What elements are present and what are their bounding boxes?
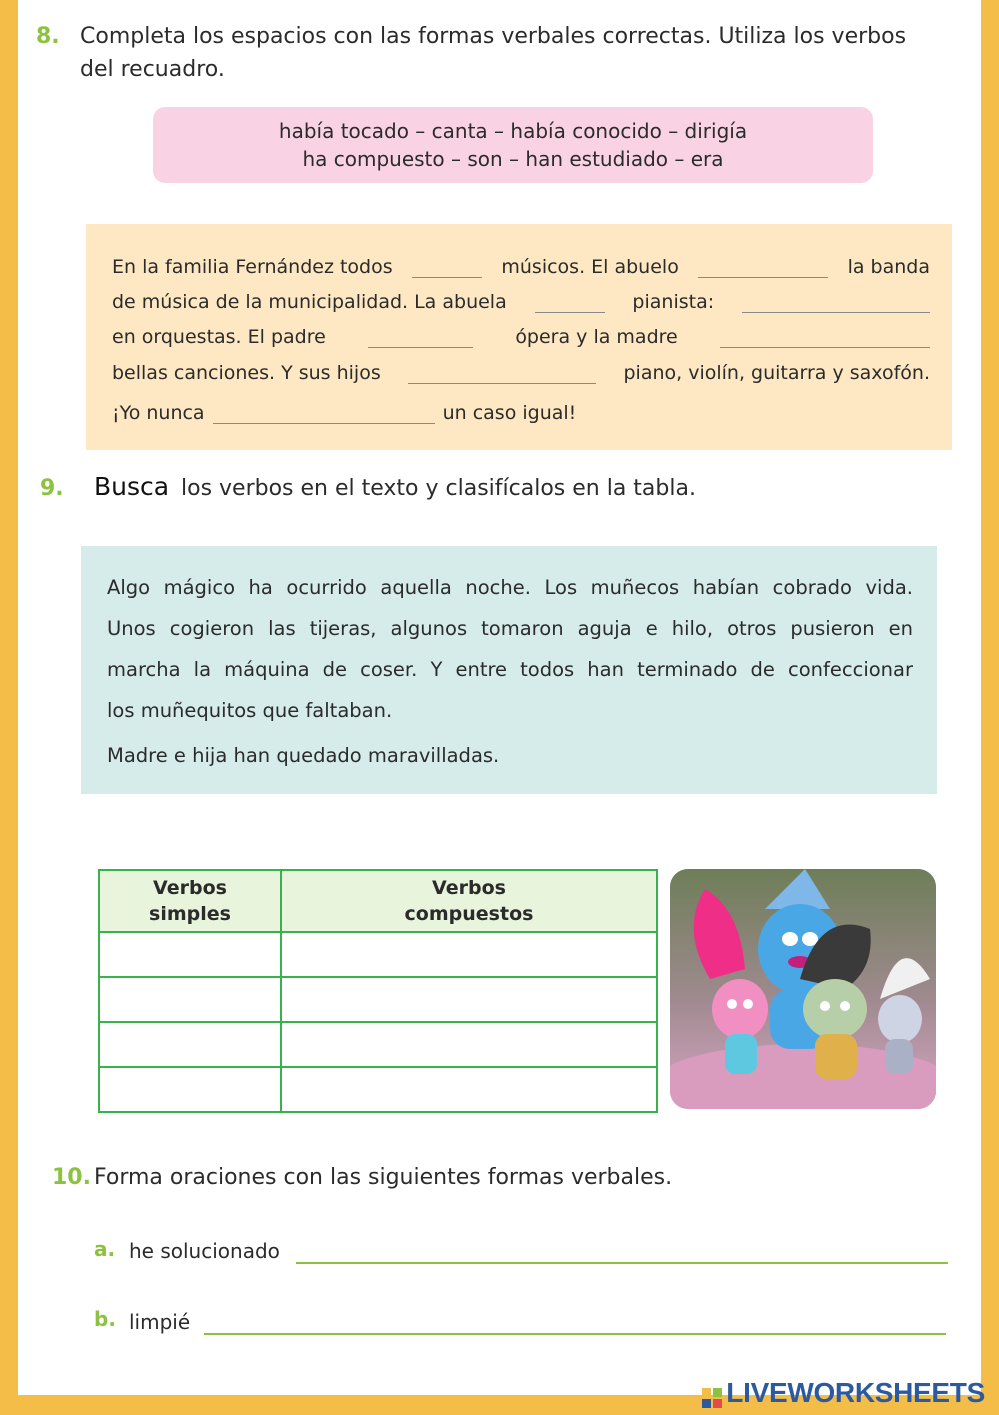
table-cell-simple[interactable] [99,1022,281,1067]
cloze-text: un caso igual! [442,402,577,424]
cloze-line-3 [112,326,930,348]
exercise-8-number: 8. [36,24,60,49]
table-row [99,932,657,977]
table-row [99,1067,657,1112]
header-text: simples [149,903,231,925]
page-frame-right [981,0,999,1415]
blank-3[interactable] [535,294,605,313]
table-cell-compound[interactable] [281,1067,657,1112]
brand-name: LIVEWORKSHEETS [726,1377,985,1408]
word-bank [153,107,873,183]
cloze-text: ópera y la madre [515,326,678,348]
cloze-text: músicos. El abuelo [501,256,679,278]
exercise-9-instruction: los verbos en el texto y clasifícalos en la tabla. [181,476,696,501]
cloze-text: pianista: [632,291,715,313]
story-line-4: los muñequitos que faltaban. [107,699,393,722]
brand-watermark [702,1377,985,1409]
header-text: Verbos [432,877,506,899]
exercise-9-number: 9. [40,476,64,501]
blank-2[interactable] [698,259,828,278]
page-frame-left [0,0,18,1415]
exercise-8-instruction-line1: Completa los espacios con las formas verbales correctas. Utiliza los verbos [80,24,907,49]
header-text: compuestos [404,903,534,925]
cloze-text: En la familia Fernández todos [112,256,393,278]
cloze-text: en orquestas. El padre [112,326,326,348]
cloze-line-4 [112,362,930,384]
cloze-text-box [86,224,952,450]
blank-8[interactable] [213,405,435,424]
item-b-letter: b. [94,1307,116,1331]
story-line-3: marcha la máquina de coser. Y entre todos han terminado de confeccionar [107,658,913,681]
blank-4[interactable] [742,294,930,313]
table-cell-compound[interactable] [281,932,657,977]
cloze-line-5 [112,402,930,424]
cloze-text: ¡Yo nunca [112,402,205,424]
table-cell-simple[interactable] [99,977,281,1022]
exercise-9-instruction-word: Busca [94,472,170,501]
story-line-1: Algo mágico ha ocurrido aquella noche. Los muñecos habían cobrado vida. [107,576,913,599]
brand-logo-icon [702,1383,722,1403]
table-cell-simple[interactable] [99,932,281,977]
cloze-text: bellas canciones. Y sus hijos [112,362,381,384]
item-b-text: limpié [129,1310,191,1334]
cloze-text: piano, violín, guitarra y saxofón. [623,362,930,384]
cloze-line-2 [112,291,930,313]
item-a-letter: a. [94,1237,116,1261]
table-cell-compound[interactable] [281,977,657,1022]
blank-5[interactable] [368,329,473,348]
blank-1[interactable] [412,259,482,278]
table-row [99,1022,657,1067]
item-a-text: he solucionado [129,1239,280,1263]
item-b-answer-line[interactable] [204,1331,946,1335]
item-a-answer-line[interactable] [296,1260,948,1264]
story-line-2: Unos cogieron las tijeras, algunos tomaron aguja e hilo, otros pusieron en [107,617,913,640]
blank-6[interactable] [720,329,930,348]
cloze-text: de música de la municipalidad. La abuela [112,291,507,313]
header-text: Verbos [153,877,227,899]
table-header-row [99,870,657,932]
table-row [99,977,657,1022]
verbs-classification-table [98,869,658,1113]
story-line-5: Madre e hija han quedado maravilladas. [107,744,500,767]
table-cell-simple[interactable] [99,1067,281,1112]
story-text-box [81,546,937,794]
exercise-10-number: 10. [52,1165,91,1190]
header-verbos-compuestos [281,870,657,932]
header-verbos-simples [99,870,281,932]
cloze-text: la banda [847,256,930,278]
exercise-8-instruction-line2: del recuadro. [80,57,225,82]
trolls-illustration-svg [670,869,936,1109]
word-bank-line2: ha compuesto – son – han estudiado – era [302,147,724,171]
trolls-illustration [670,869,936,1109]
exercise-10-instruction: Forma oraciones con las siguientes formas verbales. [94,1165,673,1190]
cloze-line-1 [112,256,930,278]
blank-7[interactable] [408,365,596,384]
table-cell-compound[interactable] [281,1022,657,1067]
word-bank-line1: había tocado – canta – había conocido – dirigía [278,119,748,143]
